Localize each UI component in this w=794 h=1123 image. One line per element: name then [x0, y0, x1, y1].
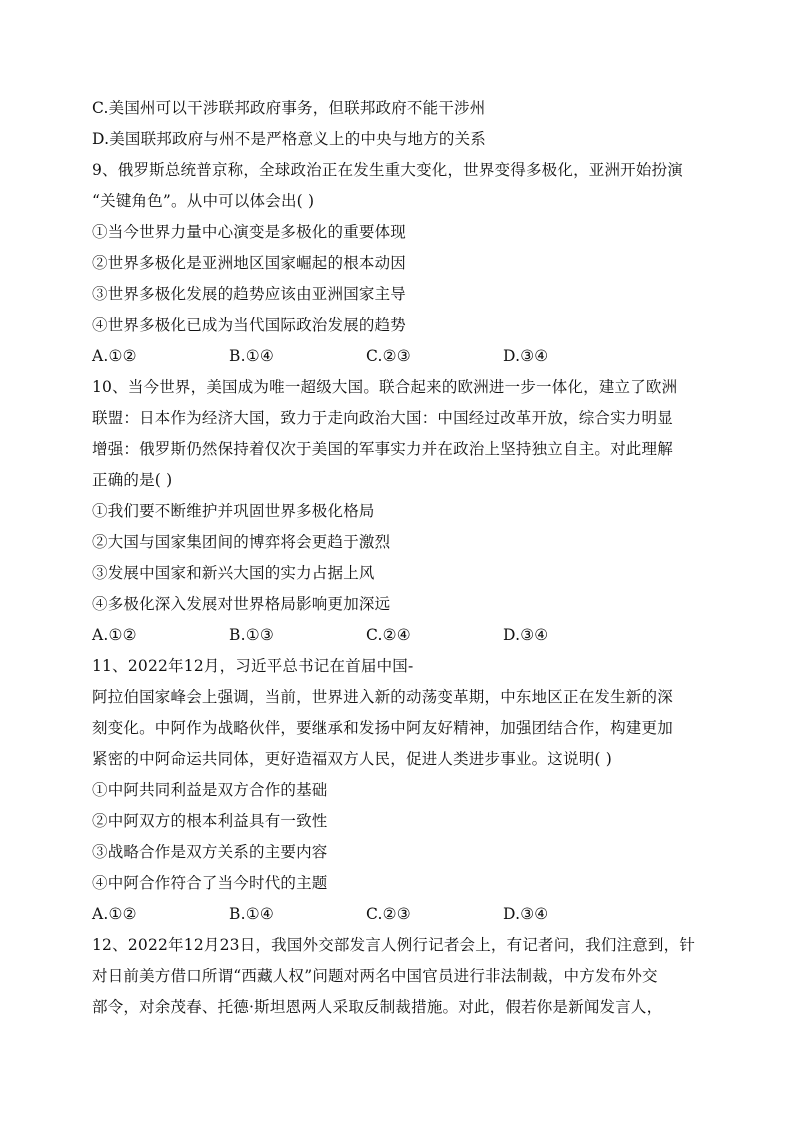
question-10: [92, 372, 704, 651]
option-a: A.①②: [92, 347, 137, 365]
option-b: B.①③: [229, 626, 274, 644]
question-10-stem-line: 联盟：日本作为经济大国，致力于走向政治大国：中国经过改革开放，综合实力明显: [92, 409, 673, 427]
question-11-stem-line: 刻变化。中阿作为战略伙伴，要继承和发扬中阿友好精神，加强团结合作，构建更加: [92, 719, 673, 737]
option-c: C.②④: [366, 626, 411, 644]
question-12-stem-line: 对日前美方借口所谓“西藏人权”问题对两名中国官员进行非法制裁，中方发布外交: [92, 967, 658, 985]
question-10-stem-line: 正确的是( ): [92, 471, 173, 489]
question-11: [92, 651, 704, 930]
question-11-stem-line: 阿拉伯国家峰会上强调，当前，世界进入新的动荡变革期，中东地区正在发生新的深: [92, 688, 673, 706]
question-11-options: [92, 899, 704, 930]
question-11-item: ①中阿共同利益是双方合作的基础: [92, 781, 328, 799]
question-9-stem-line: 9、俄罗斯总统普京称，全球政治正在发生重大变化，世界变得多极化，亚洲开始扮演: [92, 161, 683, 179]
document-page: [92, 93, 704, 1023]
question-11-stem-line: 紧密的中阿命运共同体，更好造福双方人民，促进人类进步事业。这说明( ): [92, 750, 613, 768]
question-10-options: [92, 620, 704, 651]
option-d: D.③④: [503, 905, 549, 923]
option-d-line: D.美国联邦政府与州不是严格意义上的中央与地方的关系: [92, 130, 487, 148]
question-10-stem-line: 增强：俄罗斯仍然保持着仅次于美国的军事实力并在政治上坚持独立自主。对此理解: [92, 440, 673, 458]
question-10-item: ④多极化深入发展对世界格局影响更加深远: [92, 595, 391, 613]
option-d: D.③④: [503, 347, 549, 365]
question-11-stem-line: 11、2022年12月，习近平总书记在首届中国-: [92, 657, 414, 675]
option-a: A.①②: [92, 626, 137, 644]
question-12: [92, 930, 704, 1023]
option-b: B.①④: [229, 347, 274, 365]
question-9-item: ②世界多极化是亚洲地区国家崛起的根本动因: [92, 254, 407, 272]
question-9-item: ③世界多极化发展的趋势应该由亚洲国家主导: [92, 285, 407, 303]
option-c: C.②③: [366, 905, 411, 923]
question-10-item: ③发展中国家和新兴大国的实力占据上风: [92, 564, 375, 582]
question-12-stem-line: 12、2022年12月23日，我国外交部发言人例行记者会上，有记者问，我们注意到，针: [92, 936, 696, 954]
option-c-line: C.美国州可以干涉联邦政府事务，但联邦政府不能干涉州: [92, 99, 486, 117]
option-c: C.②③: [366, 347, 411, 365]
question-9: [92, 155, 704, 372]
option-b: B.①④: [229, 905, 274, 923]
question-10-item: ①我们要不断维护并巩固世界多极化格局: [92, 502, 375, 520]
question-10-stem-line: 10、当今世界，美国成为唯一超级大国。联合起来的欧洲进一步一体化，建立了欧洲: [92, 378, 678, 396]
question-11-item: ③战略合作是双方关系的主要内容: [92, 843, 328, 861]
question-9-item: ①当今世界力量中心演变是多极化的重要体现: [92, 223, 407, 241]
question-9-item: ④世界多极化已成为当代国际政治发展的趋势: [92, 316, 407, 334]
question-10-item: ②大国与国家集团间的博弈将会更趋于激烈: [92, 533, 391, 551]
question-9-options: [92, 341, 704, 372]
question-11-item: ④中阿合作符合了当今时代的主题: [92, 874, 328, 892]
option-d: D.③④: [503, 626, 549, 644]
option-a: A.①②: [92, 905, 137, 923]
question-11-item: ②中阿双方的根本利益具有一致性: [92, 812, 328, 830]
question-9-stem-line: “关键角色”。从中可以体会出( ): [92, 192, 315, 210]
question-12-stem-line: 部令，对余茂春、托德·斯坦恩两人采取反制裁措施。对此，假若你是新闻发言人，: [92, 998, 663, 1016]
